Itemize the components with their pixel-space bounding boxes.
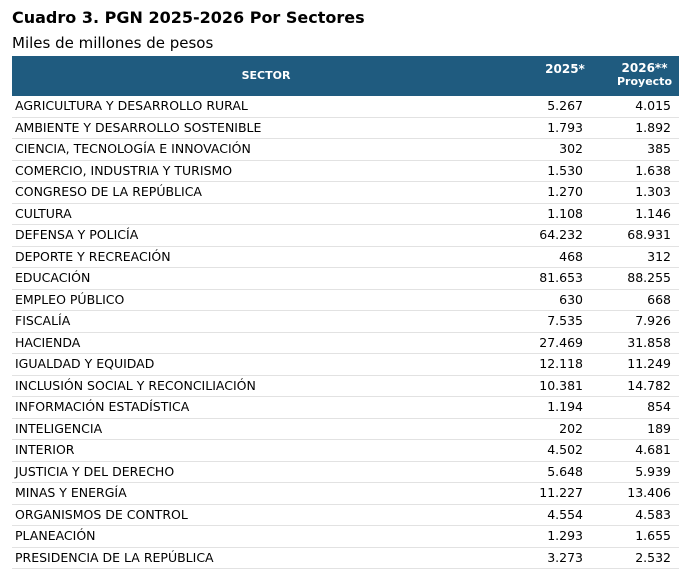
sector-cell: EMPLEO PÚBLICO	[15, 292, 124, 307]
value-2026-cell: 1.303	[635, 184, 671, 199]
value-2025-cell: 11.227	[539, 485, 583, 500]
header-2026-year: 2026**	[610, 61, 679, 75]
table-row	[12, 268, 679, 290]
table-row	[12, 419, 679, 441]
header-2026	[610, 61, 679, 89]
table-row	[12, 247, 679, 269]
sector-cell: INTELIGENCIA	[15, 421, 102, 436]
value-2026-cell: 189	[647, 421, 671, 436]
value-2025-cell: 4.554	[547, 507, 583, 522]
value-2026-cell: 68.931	[627, 227, 671, 242]
sector-cell: CONGRESO DE LA REPÚBLICA	[15, 184, 202, 199]
header-2025: 2025*	[520, 62, 610, 76]
table-title: Cuadro 3. PGN 2025-2026 Por Sectores	[12, 8, 365, 27]
sector-cell: CULTURA	[15, 206, 72, 221]
value-2026-cell: 14.782	[627, 378, 671, 393]
header-2026-subtitle: Proyecto	[610, 75, 679, 89]
sector-cell: PRESIDENCIA DE LA REPÚBLICA	[15, 550, 214, 565]
table-row	[12, 204, 679, 226]
value-2025-cell: 27.469	[539, 335, 583, 350]
value-2026-cell: 4.015	[635, 98, 671, 113]
value-2025-cell: 10.381	[539, 378, 583, 393]
value-2025-cell: 1.293	[547, 528, 583, 543]
value-2025-cell: 630	[559, 292, 583, 307]
value-2026-cell: 2.532	[635, 550, 671, 565]
value-2026-cell: 1.892	[635, 120, 671, 135]
value-2025-cell: 7.535	[547, 313, 583, 328]
sector-cell: MINAS Y ENERGÍA	[15, 485, 127, 500]
sector-cell: DEPORTE Y RECREACIÓN	[15, 249, 171, 264]
value-2026-cell: 11.249	[627, 356, 671, 371]
table-row	[12, 161, 679, 183]
value-2026-cell: 1.638	[635, 163, 671, 178]
table-row	[12, 397, 679, 419]
value-2025-cell: 1.530	[547, 163, 583, 178]
value-2025-cell: 5.648	[547, 464, 583, 479]
sector-cell: PLANEACIÓN	[15, 528, 96, 543]
value-2026-cell: 13.406	[627, 485, 671, 500]
sector-cell: HACIENDA	[15, 335, 80, 350]
value-2025-cell: 64.232	[539, 227, 583, 242]
value-2026-cell: 7.926	[635, 313, 671, 328]
value-2026-cell: 4.681	[635, 442, 671, 457]
value-2026-cell: 5.939	[635, 464, 671, 479]
table-row	[12, 483, 679, 505]
value-2026-cell: 312	[647, 249, 671, 264]
table-row	[12, 440, 679, 462]
table-row	[12, 376, 679, 398]
table-subtitle: Miles de millones de pesos	[12, 34, 213, 52]
sector-cell: INCLUSIÓN SOCIAL Y RECONCILIACIÓN	[15, 378, 256, 393]
value-2026-cell: 4.583	[635, 507, 671, 522]
sector-cell: DEFENSA Y POLICÍA	[15, 227, 138, 242]
value-2026-cell: 385	[647, 141, 671, 156]
value-2025-cell: 1.793	[547, 120, 583, 135]
sector-cell: CIENCIA, TECNOLOGÍA E INNOVACIÓN	[15, 141, 251, 156]
sector-cell: AGRICULTURA Y DESARROLLO RURAL	[15, 98, 248, 113]
table-header	[12, 56, 679, 96]
value-2025-cell: 1.270	[547, 184, 583, 199]
value-2026-cell: 88.255	[627, 270, 671, 285]
header-sector: SECTOR	[12, 69, 520, 82]
table-row	[12, 354, 679, 376]
value-2025-cell: 302	[559, 141, 583, 156]
table-row	[12, 333, 679, 355]
sector-cell: EDUCACIÓN	[15, 270, 90, 285]
value-2025-cell: 3.273	[547, 550, 583, 565]
sector-cell: INFORMACIÓN ESTADÍSTICA	[15, 399, 189, 414]
value-2025-cell: 81.653	[539, 270, 583, 285]
value-2026-cell: 1.146	[635, 206, 671, 221]
sector-cell: ORGANISMOS DE CONTROL	[15, 507, 188, 522]
value-2025-cell: 468	[559, 249, 583, 264]
sector-cell: JUSTICIA Y DEL DERECHO	[15, 464, 174, 479]
table-row	[12, 505, 679, 527]
table-row	[12, 225, 679, 247]
value-2025-cell: 202	[559, 421, 583, 436]
sector-cell: IGUALDAD Y EQUIDAD	[15, 356, 154, 371]
table-row	[12, 139, 679, 161]
sector-cell: AMBIENTE Y DESARROLLO SOSTENIBLE	[15, 120, 261, 135]
value-2025-cell: 12.118	[539, 356, 583, 371]
table-row	[12, 118, 679, 140]
table-row	[12, 311, 679, 333]
sector-cell: INTERIOR	[15, 442, 74, 457]
table-row	[12, 526, 679, 548]
table-row	[12, 290, 679, 312]
value-2025-cell: 1.194	[547, 399, 583, 414]
table-body	[12, 96, 679, 569]
value-2026-cell: 31.858	[627, 335, 671, 350]
value-2026-cell: 668	[647, 292, 671, 307]
table-row	[12, 462, 679, 484]
value-2025-cell: 1.108	[547, 206, 583, 221]
table-row	[12, 96, 679, 118]
sector-cell: COMERCIO, INDUSTRIA Y TURISMO	[15, 163, 232, 178]
value-2026-cell: 854	[647, 399, 671, 414]
sector-cell: FISCALÍA	[15, 313, 70, 328]
value-2026-cell: 1.655	[635, 528, 671, 543]
table-row	[12, 182, 679, 204]
table-row	[12, 548, 679, 569]
value-2025-cell: 4.502	[547, 442, 583, 457]
value-2025-cell: 5.267	[547, 98, 583, 113]
